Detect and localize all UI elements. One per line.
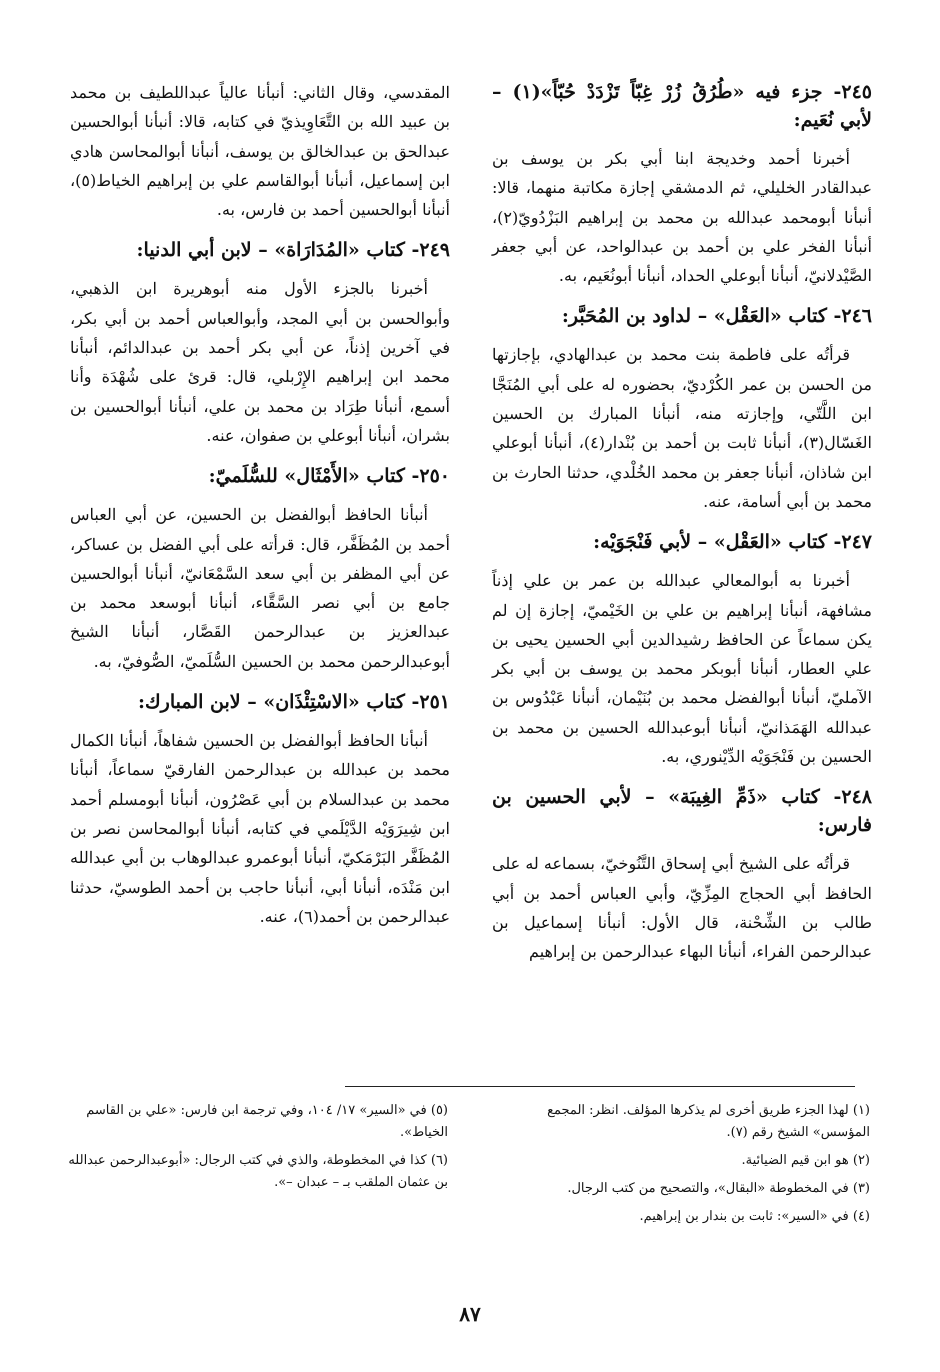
footnote-6: (٦) كذا في المخطوطة، والذي في كتب الرجال: «أبوعبدالرحمن عبدالله بن عثمان الملقب بـ – عبدان –». xyxy=(68,1153,448,1190)
entry-title: ٢٤٦- كتاب «العَقْل» – لداود بن المُحَبَّر: xyxy=(561,305,872,328)
entry-250 xyxy=(70,462,450,676)
footnote-1: (١) لهذا الجزء طريق أخرى لم يذكرها المؤلف. انظر: المجمع المؤسس» الشيخ رقم (٧). xyxy=(547,1103,870,1140)
entry-title: ٢٥١- كتاب «الاسْتِئْذَان» – لابن المبارك: xyxy=(137,691,450,714)
entry-249 xyxy=(70,236,450,450)
right-column xyxy=(492,78,872,979)
footnotes-left xyxy=(68,1100,448,1200)
entry-text: قرأتُه على الشيخ أبي إسحاق التَّنُوخيّ، بسماعه له على الحافظ أبي الحجاج المِزِّيّ، وأبي العباس أحمد بن أبي طالب بن الشِّحْنة، قال الأول: أنبأنا إسماعيل بن عبدالرحمن الفراء، أنبأنا البهاء عبدالرحمن بن إبراهيم xyxy=(492,854,872,962)
entry-251 xyxy=(70,688,450,931)
continued-text: المقدسي، وقال الثاني: أنبأنا عالياً عبداللطيف بن محمد بن عبيد الله بن التَّعَاوِيذيّ في كتابه، قالا: أنبأنا أبوالحسين عبدالحق بن عبدالخالق بن يوسف، أنبأنا أبوالمحاسن هادي ابن إسماعيل، أنبأنا أبوالقاسم علي بن إبراهيم الخياط(٥)، أنبأنا أبوالحسين أحمد بن فارس، به. xyxy=(70,83,450,220)
entry-text: قرأتُه على فاطمة بنت محمد بن عبدالهادي، بإجازتها من الحسن بن عمر الكُرْديّ، بحضوره له على أبي المُنَجَّا ابن اللَّتّي، وإجازته منه، أنبأنا المبارك بن الحسين الغَسّال(٣)، أنبأنا ثابت بن أحمد بن بُنْدار(٤)، أنبأنا أبوعلي ابن شاذان، أنبأنا جعفر بن محمد الخُلْدي، حدثنا الحارث بن محمد بن أبي أسامة، عنه. xyxy=(492,345,872,511)
entry-246 xyxy=(492,302,872,516)
entry-245 xyxy=(492,78,872,290)
entry-title: ٢٤٩- كتاب «المُدَارَاة» – لابن أبي الدنيا: xyxy=(136,239,450,262)
entry-248 xyxy=(492,783,872,966)
entry-title: ٢٥٠- كتاب «الأَمْثَال» للسُّلَميّ: xyxy=(208,465,450,488)
footnotes-right xyxy=(490,1100,870,1234)
entry-text: أنبأنا الحافظ أبوالفضل بن الحسين شفاهاً، أنبأنا الكمال محمد بن عبدالله بن عبدالرحمن الفارقيّ سماعاً، أنبأنا محمد بن عبدالسلام بن أبي عَصْرُون، أنبأنا أبومسلم أحمد ابن شِيرَوَيْه الدَّيْلَمي في كتابه، أنبأنا أبوالمحاسن نصر بن المُظَفَّر البَرْمَكيّ، أنبأنا أبوعمرو عبدالوهاب بن أبي عبدالله ابن مَنْدَه، أنبأنا أبي، أنبأنا حاجب بن أحمد الطوسيّ، حدثنا عبدالرحمن بن أحمد(٦)، عنه. xyxy=(70,731,450,926)
footnote-5: (٥) في «السير» ١٧/ ١٠٤، وفي ترجمة ابن فارس: «علي بن القاسم الخياط». xyxy=(86,1103,448,1140)
entry-text: أخبرنا أحمد وخديجة ابنا أبي بكر بن يوسف بن عبدالقادر الخليلي، ثم الدمشقي إجازة مكاتبة منهما، قالا: أنبأنا أبومحمد عبدالله بن محمد بن إبراهيم البَزْدُويّ(٢)، أنبأنا الفخر علي بن أحمد بن عبدالواحد، عن أبي جعفر الصَّيْدلانيّ، أنبأنا أبوعلي الحداد، أنبأنا أبونُعَيم، به. xyxy=(492,149,872,286)
footnote-3: (٣) في المخطوطة «البقال»، والتصحيح من كتب الرجال. xyxy=(567,1181,870,1196)
entry-text: أخبرنا بالجزء الأول منه أبوهريرة ابن الذهبي، وأبوالحسن بن أبي المجد، وأبوالعباس أحمد بن أبي بكر، في آخرين إذناً، عن أبي بكر أحمد بن عبدالدائم، أنبأنا محمد ابن إبراهيم الإِرْبلي، قال: قرئ على شُهْدَة وأنا أسمع، أنبأنا طِرَاد بن محمد بن علي، أنبأنا أبوالحسين بن بشران، أنبأنا أبوعلي بن صفوان، عنه. xyxy=(70,279,450,445)
entry-247 xyxy=(492,528,872,771)
page-number: ٨٧ xyxy=(459,1302,481,1326)
entry-title: ٢٤٥- جزء فيه «طُرُقُ زُرْ غِبّاً تَزْدَدْ حُبّاً»(١) – لأبي نُعَيم: xyxy=(492,81,872,131)
entry-title: ٢٤٨- كتاب «ذَمِّ الغِيبَة» – لأبي الحسين بن فارس: xyxy=(492,786,872,837)
footnote-divider xyxy=(345,1086,855,1087)
left-column xyxy=(70,78,450,943)
entry-text: أخبرنا به أبوالمعالي عبدالله بن عمر بن علي إذناً مشافهة، أنبأنا إبراهيم بن علي بن الخَيْميّ، إجازة إن لم يكن سماعاً عن الحافظ رشيدالدين أبي الحسين يحيى بن علي العطار، أنبأنا أبوبكر محمد بن يوسف بن أبي بكر الآمليّ، أنبأنا أبوالفضل محمد بن بُنَيْمان، أنبأنا عَبْدُوس بن عبدالله الهَمَذانيّ، أنبأنا أبوعبدالله الحسين بن محمد بن الحسين بن فَنْجَوَيْه الدِّيْنوري، به. xyxy=(492,571,872,767)
entry-title: ٢٤٧- كتاب «العَقْل» – لأبي فَنْجَوَيْه: xyxy=(593,531,872,554)
footnote-4: (٤) في «السير»: ثابت بن بندار بن إبراهيم. xyxy=(639,1209,870,1224)
entry-text: أنبأنا الحافظ أبوالفضل بن الحسين، عن أبي العباس أحمد بن المُظَفَّر، قال: قرأته على أبي الفضل بن عساكر، عن أبي المظفر بن أبي سعد السَّمْعَانيّ، أنبأنا أبوالحسين جامع بن أبي نصر السَّقَّاء، أنبأنا أبوسعد محمد بن عبدالعزيز بن عبدالرحمن القَصَّار، أنبأنا الشيخ أبوعبدالرحمن محمد بن الحسين السُّلَميّ، الصُّوفيّ، به. xyxy=(70,505,450,671)
footnote-2: (٢) هو ابن قيم الضيائية. xyxy=(741,1153,870,1168)
